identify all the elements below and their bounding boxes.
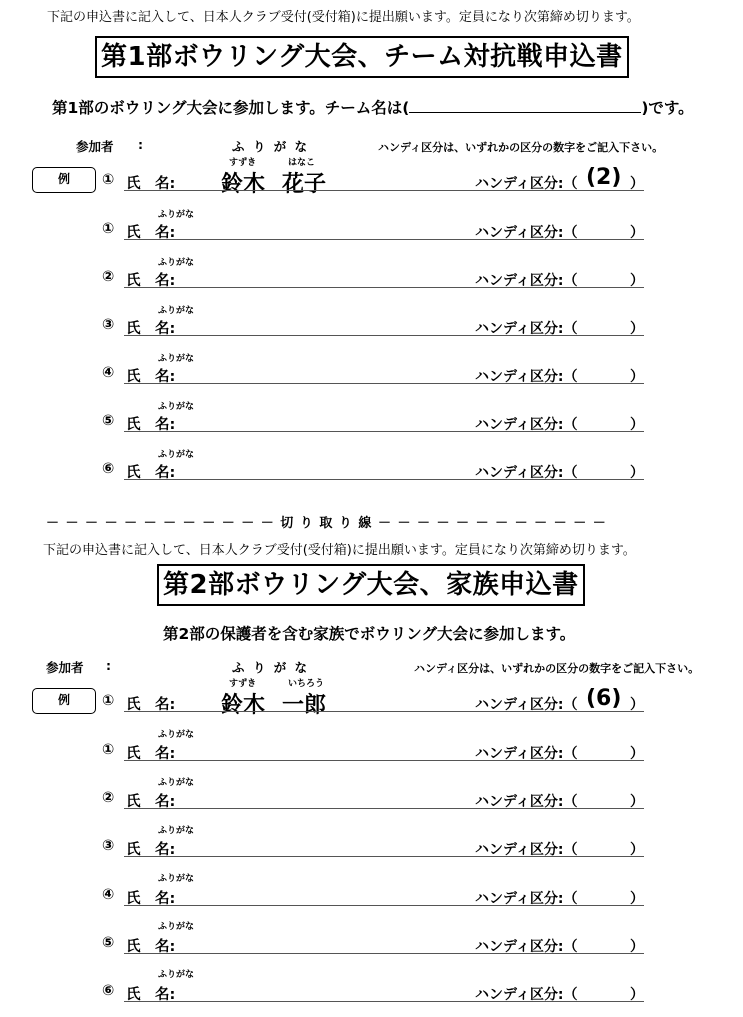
row-underline xyxy=(124,431,644,432)
name-label: 氏 名: xyxy=(126,225,176,241)
handicap-label: ハンディ区分:（ xyxy=(475,321,578,337)
handicap-label: ハンディ区分:（ xyxy=(475,794,578,810)
handicap-close: ） xyxy=(630,939,644,955)
name-input[interactable] xyxy=(176,786,476,806)
handicap-close: ） xyxy=(630,321,644,337)
section1-title: 第1部ボウリング大会、チーム対抗戦申込書 xyxy=(95,36,629,78)
example-surname-kana: すずき xyxy=(229,679,257,689)
section1-subtitle-post: )です。 xyxy=(641,99,694,117)
example-badge: 例 xyxy=(32,688,96,714)
row-underline xyxy=(124,953,644,954)
row-underline xyxy=(124,239,644,240)
name-label: 氏 名: xyxy=(126,842,176,858)
section1-subtitle xyxy=(52,96,694,118)
name-label: 氏 名: xyxy=(126,891,176,907)
row-underline xyxy=(124,1001,644,1002)
handicap-input[interactable] xyxy=(590,788,628,806)
handicap-input[interactable] xyxy=(590,885,628,903)
handicap-label: ハンディ区分:（ xyxy=(475,987,578,1003)
handicap-input[interactable] xyxy=(590,459,628,477)
section2-subtitle: 第2部の保護者を含む家族でボウリング大会に参加します。 xyxy=(163,625,576,643)
name-input[interactable] xyxy=(176,313,476,333)
cut-line: － － － － － － － － － － － － 切 り 取 り 線 － － － － － － － － － － － － xyxy=(46,516,607,531)
handicap-close: ） xyxy=(630,987,644,1003)
name-label: 氏 名: xyxy=(126,794,176,810)
name-label: 氏 名: xyxy=(126,321,176,337)
name-input[interactable] xyxy=(176,738,476,758)
handicap-input[interactable] xyxy=(590,315,628,333)
participants-colon-2: : xyxy=(106,658,111,673)
instruction-text-1: 下記の申込書に記入して、日本人クラブ受付(受付箱)に提出願います。定員になり次第締め切ります。 xyxy=(47,10,640,25)
handicap-label: ハンディ区分:（ xyxy=(475,465,578,481)
handicap-label: ハンディ区分:（ xyxy=(475,273,578,289)
example-handicap-value: (2) xyxy=(586,165,622,190)
example-surname: 鈴木 xyxy=(221,172,266,197)
handicap-close: ） xyxy=(630,465,644,481)
handicap-label: ハンディ区分:（ xyxy=(475,225,578,241)
handicap-note-1: ハンディ区分は、いずれかの区分の数字をご記入下さい。 xyxy=(378,141,664,154)
handicap-label: ハンディ区分:（ xyxy=(475,939,578,955)
handicap-input[interactable] xyxy=(590,740,628,758)
handicap-label: ハンディ区分:（ xyxy=(475,697,578,713)
handicap-input[interactable] xyxy=(590,219,628,237)
example-given-kana: いちろう xyxy=(288,679,325,689)
example-given: 花子 xyxy=(282,172,327,197)
instruction-text-2: 下記の申込書に記入して、日本人クラブ受付(受付箱)に提出願います。定員になり次第締め切ります。 xyxy=(43,543,636,558)
row-underline xyxy=(124,383,644,384)
handicap-note-2: ハンディ区分は、いずれかの区分の数字をご記入下さい。 xyxy=(414,662,700,675)
handicap-close: ） xyxy=(630,417,644,433)
handicap-label: ハンディ区分:（ xyxy=(475,746,578,762)
furigana-small-label: ふりがな xyxy=(158,210,195,220)
example-handicap-value: (6) xyxy=(586,686,622,711)
row-underline xyxy=(124,335,644,336)
furigana-small-label: ふりがな xyxy=(158,778,195,788)
row-number-mark: ① xyxy=(102,172,115,188)
handicap-input[interactable] xyxy=(590,363,628,381)
example-given-kana: はなこ xyxy=(288,158,316,168)
furigana-header-2: ふ り が な xyxy=(232,660,310,675)
furigana-small-label: ふりがな xyxy=(158,826,195,836)
furigana-small-label: ふりがな xyxy=(158,306,195,316)
handicap-input[interactable] xyxy=(590,411,628,429)
handicap-close: ） xyxy=(630,891,644,907)
name-input[interactable] xyxy=(176,457,476,477)
handicap-close: ） xyxy=(630,176,644,192)
row-underline xyxy=(124,190,644,191)
handicap-close: ） xyxy=(630,273,644,289)
name-input[interactable] xyxy=(176,409,476,429)
row-number-mark: ④ xyxy=(102,887,115,903)
participants-colon-1: : xyxy=(138,137,143,152)
row-number-mark: ① xyxy=(102,742,115,758)
row-number-mark: ② xyxy=(102,269,115,285)
handicap-label: ハンディ区分:（ xyxy=(475,842,578,858)
name-label: 氏 名: xyxy=(126,273,176,289)
row-number-mark: ⑥ xyxy=(102,983,115,999)
row-number-mark: ③ xyxy=(102,838,115,854)
handicap-close: ） xyxy=(630,225,644,241)
name-input[interactable] xyxy=(176,979,476,999)
handicap-input[interactable] xyxy=(590,933,628,951)
section1-subtitle-pre: 第1部のボウリング大会に参加します。チーム名は( xyxy=(52,99,410,117)
handicap-label: ハンディ区分:（ xyxy=(475,176,578,192)
row-number-mark: ① xyxy=(102,221,115,237)
furigana-small-label: ふりがな xyxy=(158,450,195,460)
furigana-small-label: ふりがな xyxy=(158,922,195,932)
example-given: 一郎 xyxy=(282,693,327,718)
name-input[interactable] xyxy=(176,217,476,237)
name-label: 氏 名: xyxy=(126,939,176,955)
name-input[interactable] xyxy=(176,361,476,381)
example-badge: 例 xyxy=(32,167,96,193)
handicap-close: ） xyxy=(630,746,644,762)
row-number-mark: ④ xyxy=(102,365,115,381)
row-underline xyxy=(124,479,644,480)
handicap-label: ハンディ区分:（ xyxy=(475,369,578,385)
name-label: 氏 名: xyxy=(126,417,176,433)
participants-label-2: 参加者 xyxy=(46,660,84,675)
handicap-label: ハンディ区分:（ xyxy=(475,417,578,433)
furigana-small-label: ふりがな xyxy=(158,730,195,740)
name-label: 氏 名: xyxy=(126,746,176,762)
row-underline xyxy=(124,287,644,288)
handicap-close: ） xyxy=(630,842,644,858)
example-surname: 鈴木 xyxy=(221,693,266,718)
row-number-mark: ① xyxy=(102,693,115,709)
furigana-small-label: ふりがな xyxy=(158,874,195,884)
handicap-input[interactable] xyxy=(590,267,628,285)
handicap-close: ） xyxy=(630,794,644,810)
name-input[interactable] xyxy=(176,265,476,285)
row-number-mark: ⑥ xyxy=(102,461,115,477)
row-number-mark: ⑤ xyxy=(102,413,115,429)
handicap-input[interactable] xyxy=(590,981,628,999)
row-number-mark: ② xyxy=(102,790,115,806)
team-name-field[interactable] xyxy=(409,97,641,113)
furigana-small-label: ふりがな xyxy=(158,354,195,364)
row-underline xyxy=(124,711,644,712)
name-input[interactable] xyxy=(176,834,476,854)
furigana-small-label: ふりがな xyxy=(158,258,195,268)
participants-label-1: 参加者 xyxy=(76,139,114,154)
example-surname-kana: すずき xyxy=(229,158,257,168)
row-number-mark: ⑤ xyxy=(102,935,115,951)
name-input[interactable] xyxy=(176,931,476,951)
handicap-close: ） xyxy=(630,369,644,385)
furigana-header-1: ふ り が な xyxy=(232,139,310,154)
section2-title: 第2部ボウリング大会、家族申込書 xyxy=(157,564,585,606)
row-underline xyxy=(124,905,644,906)
name-label: 氏 名: xyxy=(126,369,176,385)
row-underline xyxy=(124,808,644,809)
handicap-close: ） xyxy=(630,697,644,713)
row-underline xyxy=(124,856,644,857)
handicap-label: ハンディ区分:（ xyxy=(475,891,578,907)
name-label: 氏 名: xyxy=(126,697,176,713)
furigana-small-label: ふりがな xyxy=(158,402,195,412)
name-label: 氏 名: xyxy=(126,176,176,192)
name-label: 氏 名: xyxy=(126,987,176,1003)
furigana-small-label: ふりがな xyxy=(158,970,195,980)
name-input[interactable] xyxy=(176,883,476,903)
name-label: 氏 名: xyxy=(126,465,176,481)
row-underline xyxy=(124,760,644,761)
handicap-input[interactable] xyxy=(590,836,628,854)
row-number-mark: ③ xyxy=(102,317,115,333)
